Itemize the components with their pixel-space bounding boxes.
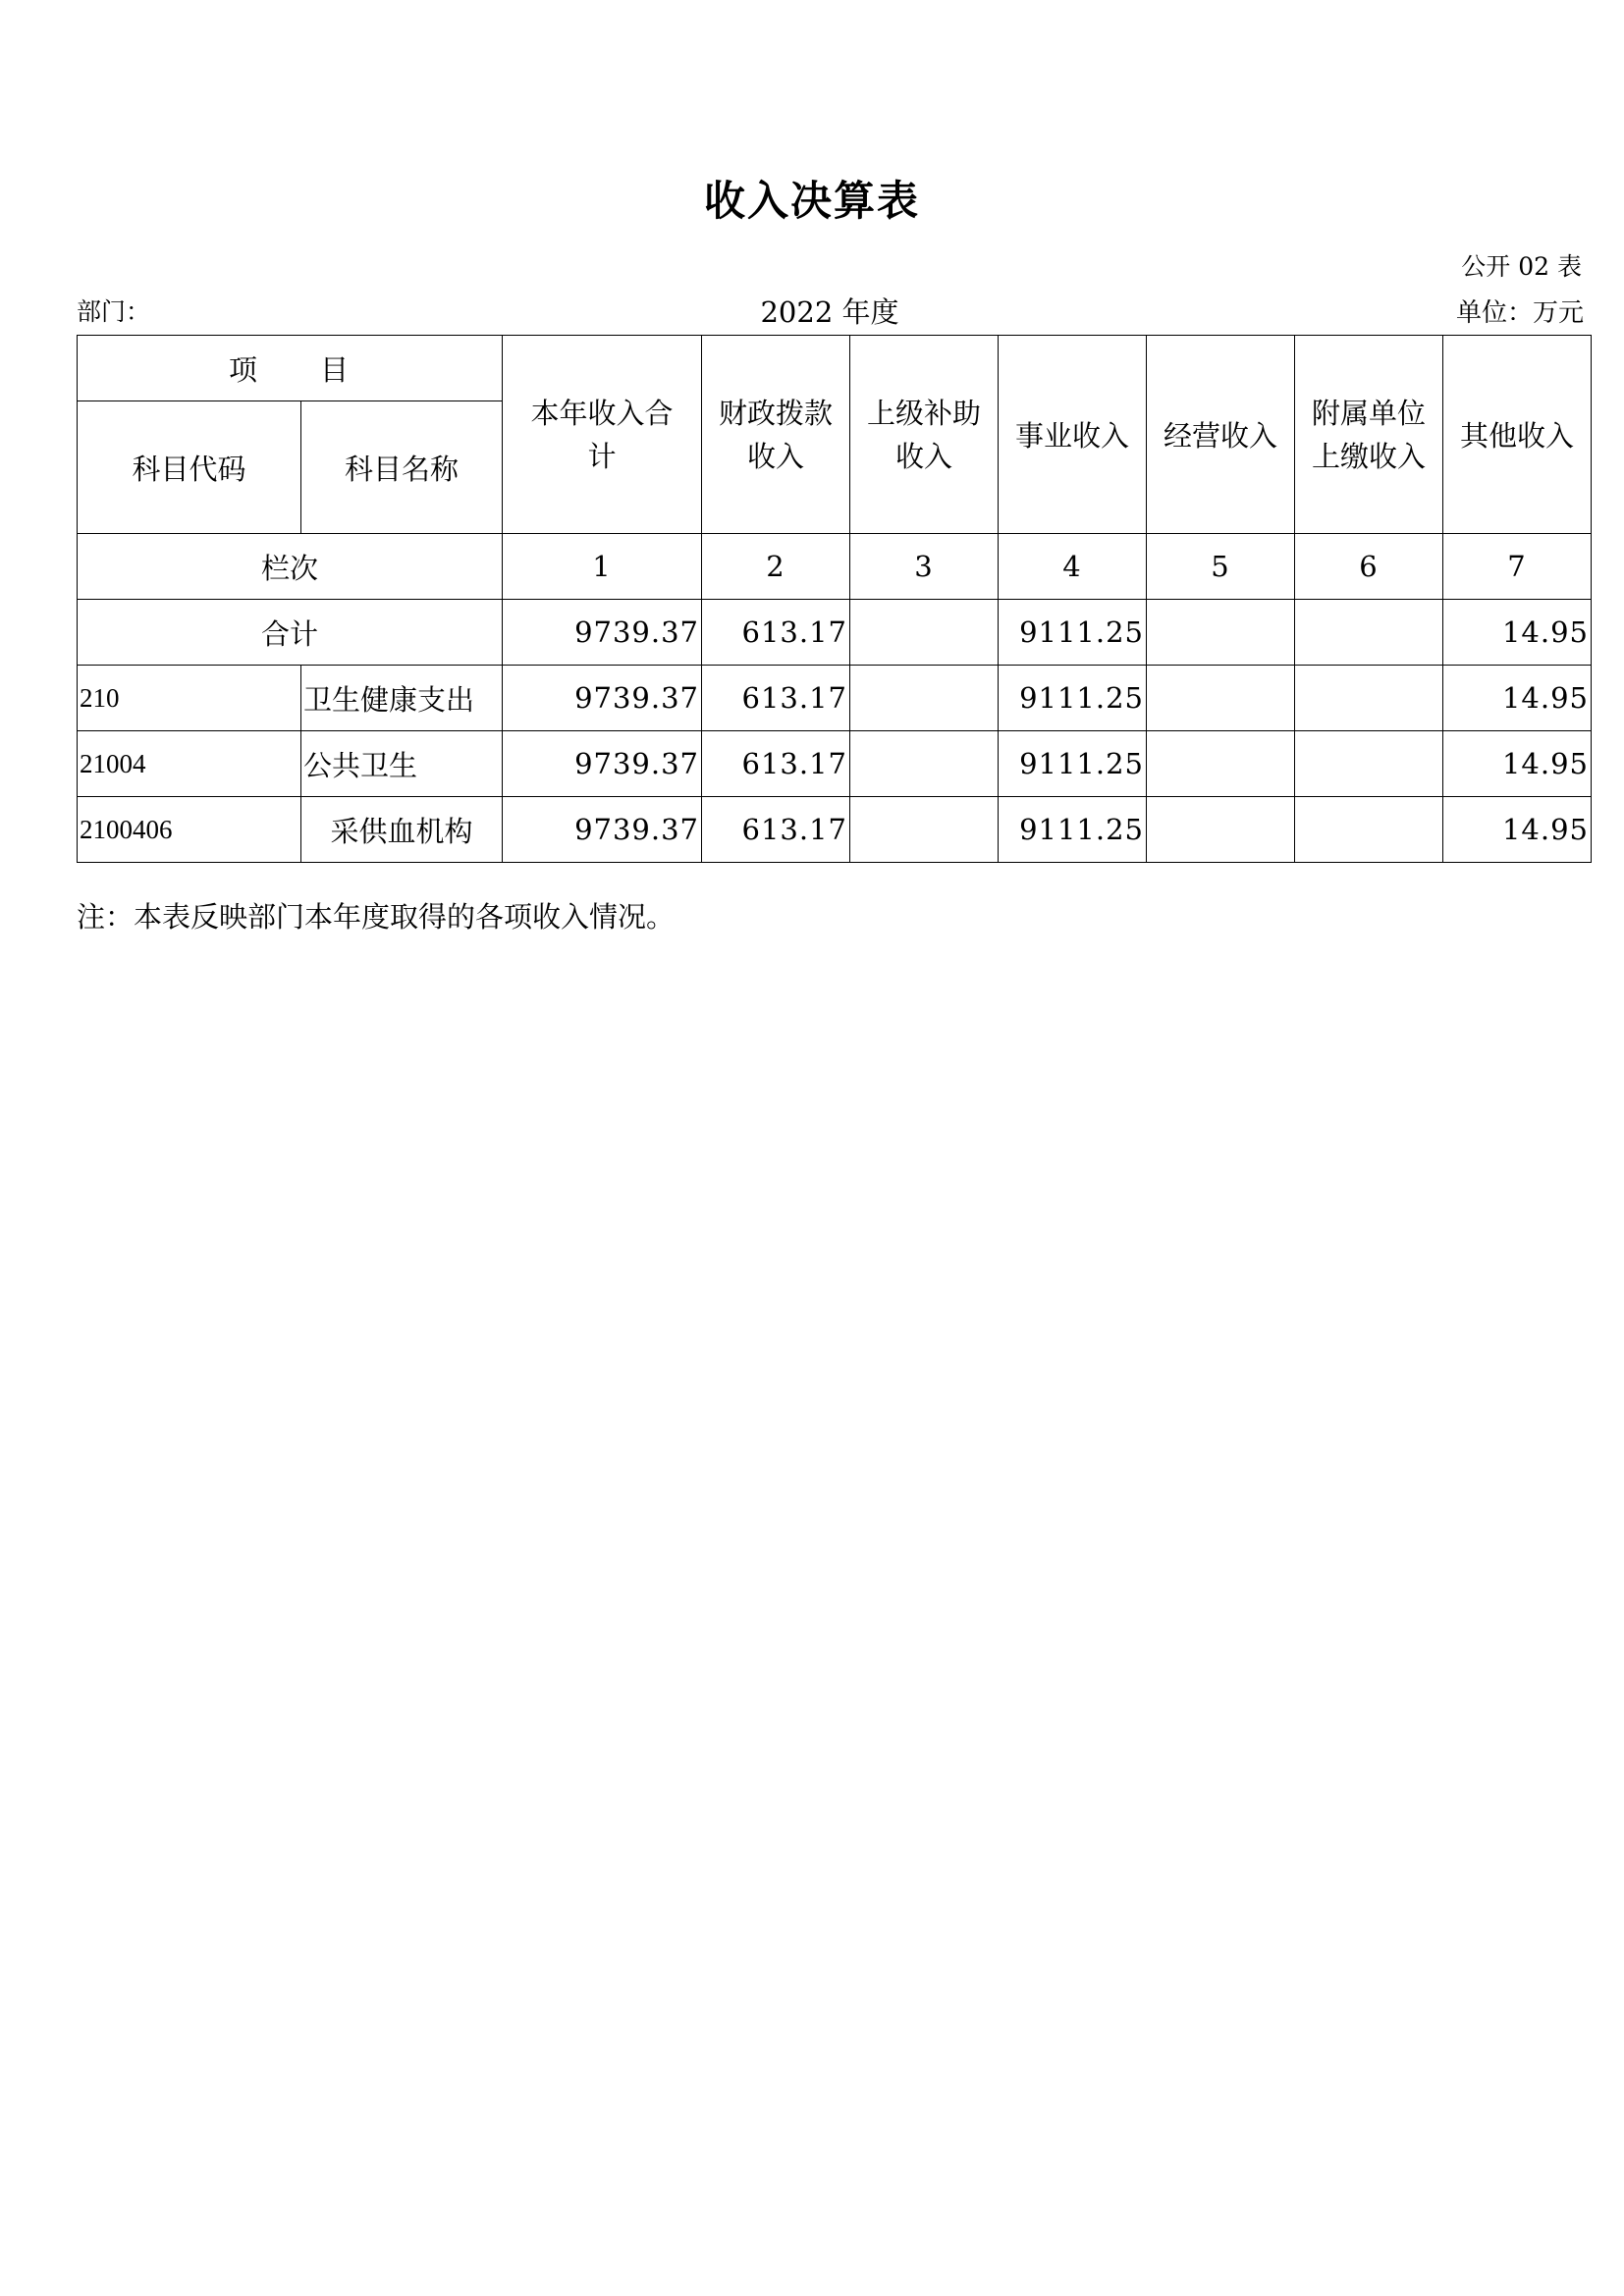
table-cell: 14.95: [1443, 797, 1592, 863]
header-col4: 事业收入: [999, 336, 1147, 534]
column-index-label: 栏次: [78, 534, 503, 600]
table-cell: 9111.25: [999, 666, 1147, 731]
total-cell: [1295, 600, 1443, 666]
form-number: 公开 02 表: [1461, 252, 1582, 281]
meta-row: [77, 291, 1584, 329]
table-cell: 9739.37: [503, 797, 702, 863]
page-title: 收入决算表: [703, 177, 920, 225]
total-cell: 14.95: [1443, 600, 1592, 666]
subject-code: 2100406: [78, 797, 301, 863]
table-cell: [1295, 666, 1443, 731]
table-cell: [850, 797, 999, 863]
table-cell: [1295, 797, 1443, 863]
table-cell: [1147, 666, 1295, 731]
header-col2: 财政拨款收入: [702, 336, 850, 534]
subject-name: 公共卫生: [301, 731, 503, 797]
header-code: 科目代码: [78, 401, 301, 534]
table-cell: [850, 666, 999, 731]
table-cell: 613.17: [702, 666, 850, 731]
table-cell: 9111.25: [999, 731, 1147, 797]
total-cell: [850, 600, 999, 666]
table-cell: 9739.37: [503, 731, 702, 797]
income-table: [77, 335, 1592, 863]
header-row-1: [78, 336, 1592, 401]
table-cell: [1147, 731, 1295, 797]
column-index-4: 4: [999, 534, 1147, 600]
column-index-3: 3: [850, 534, 999, 600]
column-index-row: [78, 534, 1592, 600]
table-cell: [850, 731, 999, 797]
year-label: 2022 年度: [760, 295, 899, 329]
table-row: [78, 797, 1592, 863]
table-cell: 14.95: [1443, 731, 1592, 797]
table-cell: 613.17: [702, 797, 850, 863]
header-item: 项 目: [78, 336, 503, 401]
header-col5: 经营收入: [1147, 336, 1295, 534]
header-name: 科目名称: [301, 401, 503, 534]
subject-code: 21004: [78, 731, 301, 797]
table-cell: [1147, 797, 1295, 863]
header-col7: 其他收入: [1443, 336, 1592, 534]
column-index-7: 7: [1443, 534, 1592, 600]
total-row: [78, 600, 1592, 666]
subject-name: 采供血机构: [301, 797, 503, 863]
total-label: 合计: [78, 600, 503, 666]
column-index-5: 5: [1147, 534, 1295, 600]
column-index-1: 1: [503, 534, 702, 600]
header-col6: 附属单位上缴收入: [1295, 336, 1443, 534]
column-index-6: 6: [1295, 534, 1443, 600]
subject-name: 卫生健康支出: [301, 666, 503, 731]
header-col1: 本年收入合计: [503, 336, 702, 534]
total-cell: 613.17: [702, 600, 850, 666]
table-row: [78, 666, 1592, 731]
column-index-2: 2: [702, 534, 850, 600]
unit-label: 单位：万元: [1455, 298, 1584, 328]
table-cell: 9739.37: [503, 666, 702, 731]
total-cell: 9111.25: [999, 600, 1147, 666]
table-cell: 613.17: [702, 731, 850, 797]
header-col3: 上级补助收入: [850, 336, 999, 534]
subject-code: 210: [78, 666, 301, 731]
table-row: [78, 731, 1592, 797]
department-label: 部门：: [77, 297, 151, 326]
table-cell: [1295, 731, 1443, 797]
total-cell: [1147, 600, 1295, 666]
table-note: 注：本表反映部门本年度取得的各项收入情况。: [77, 900, 676, 934]
total-cell: 9739.37: [503, 600, 702, 666]
table-cell: 14.95: [1443, 666, 1592, 731]
table-cell: 9111.25: [999, 797, 1147, 863]
